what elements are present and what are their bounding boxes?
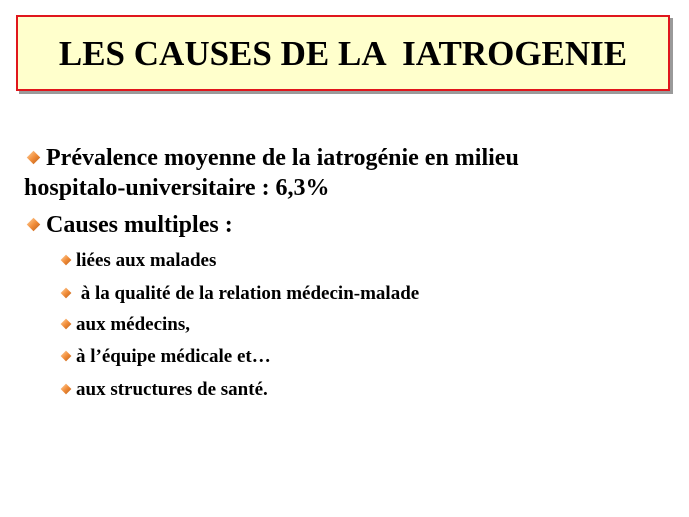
diamond-bullet-icon bbox=[60, 254, 72, 266]
sub-bullet-label: aux médecins, bbox=[76, 314, 190, 335]
bullet-prevalence-continuation bbox=[24, 173, 330, 203]
diamond-bullet-icon bbox=[60, 318, 72, 330]
sub-bullet-label: aux structures de santé. bbox=[76, 379, 268, 400]
sub-bullet-equipe bbox=[60, 345, 271, 369]
diamond-bullet-icon bbox=[60, 287, 72, 299]
slide-title: LES CAUSES DE LA IATROGENIE bbox=[58, 33, 628, 73]
diamond-bullet-icon bbox=[26, 217, 41, 232]
bullet-prevalence bbox=[26, 143, 519, 173]
sub-bullet-relation bbox=[60, 282, 419, 306]
diamond-bullet-icon bbox=[60, 383, 72, 395]
sub-bullet-label: à l’équipe médicale et… bbox=[76, 346, 271, 367]
bullet-causes bbox=[26, 210, 233, 240]
bullet-prevalence-line1: Prévalence moyenne de la iatrogénie en milieu bbox=[46, 145, 519, 171]
diamond-bullet-icon bbox=[60, 350, 72, 362]
sub-bullet-label: liées aux malades bbox=[76, 250, 217, 271]
sub-bullet-malades bbox=[60, 249, 216, 273]
bullet-causes-label: Causes multiples : bbox=[46, 212, 233, 238]
slide-title-box bbox=[16, 15, 670, 91]
sub-bullet-structures bbox=[60, 378, 268, 402]
diamond-bullet-icon bbox=[26, 150, 41, 165]
sub-bullet-label: à la qualité de la relation médecin-malade bbox=[76, 283, 420, 304]
sub-bullet-medecins bbox=[60, 313, 190, 337]
bullet-prevalence-line2: hospitalo-universitaire : 6,3% bbox=[24, 175, 330, 201]
